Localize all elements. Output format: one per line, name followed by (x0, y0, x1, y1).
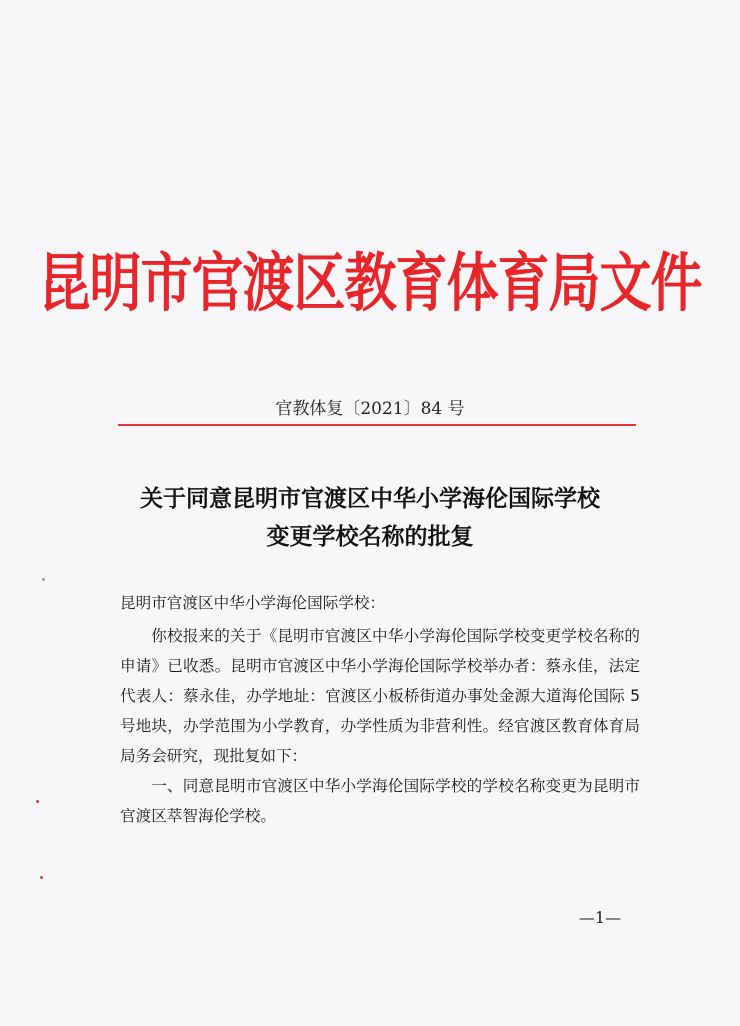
red-divider-line (118, 424, 636, 426)
document-number: 官教体复〔2021〕84 号 (275, 399, 465, 419)
body-paragraph-1: 你校报来的关于《昆明市官渡区中华小学海伦国际学校变更学校名称的申请》已收悉。昆明市官渡区中华小学海伦国际学校举办者：蔡永佳，法定代表人：蔡永佳，办学地址：官渡区小板桥街道办事处金源大道海伦国际 5 号地块，办学范围为小学教育，办学性质为非营利性。经官渡区教育体育局局务会研究，现批复如下： (120, 627, 640, 765)
document-title (0, 480, 740, 556)
document-title-line-1: 关于同意昆明市官渡区中华小学海伦国际学校 (140, 485, 600, 512)
scan-speck (40, 876, 43, 879)
body-paragraph-2: 一、同意昆明市官渡区中华小学海伦国际学校的学校名称变更为昆明市官渡区萃智海伦学校。 (120, 777, 640, 825)
scan-speck (42, 578, 45, 581)
page-number: —1— (578, 908, 622, 927)
issuer-header-title: 昆明市官渡区教育体育局文件 (38, 246, 702, 322)
scan-speck (36, 800, 39, 803)
salutation: 昆明市官渡区中华小学海伦国际学校： (120, 594, 386, 612)
document-body (120, 588, 640, 831)
document-title-line-2: 变更学校名称的批复 (266, 523, 474, 550)
